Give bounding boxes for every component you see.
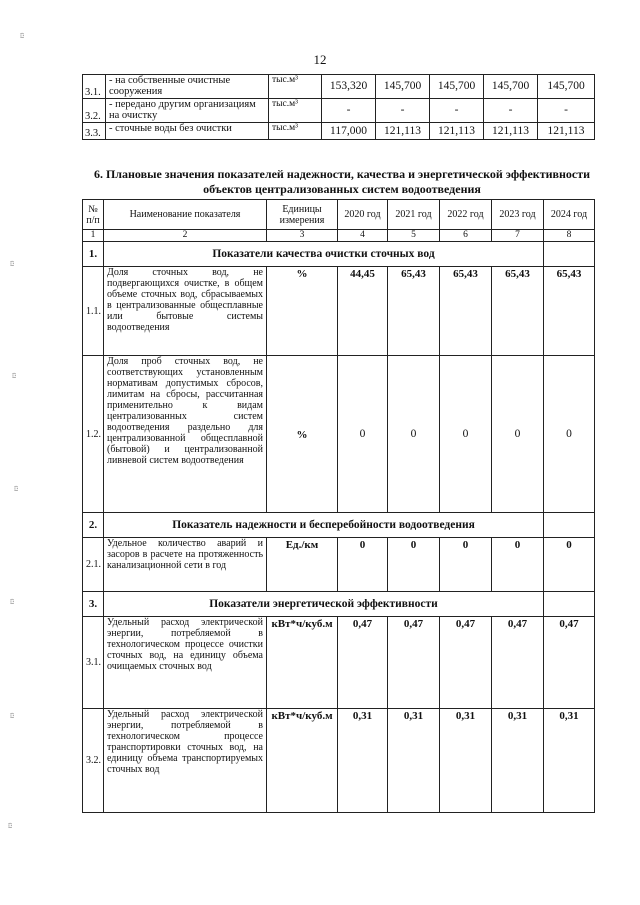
column-number: 1 (83, 230, 104, 242)
value-cell: 145,700 (538, 75, 595, 99)
value-cell: 0,47 (492, 617, 544, 709)
indicator-unit: Ед./км (267, 538, 338, 592)
indicator-unit: % (267, 267, 338, 356)
row-number: 3.2. (83, 709, 104, 813)
header-unit: Единицы измерения (267, 200, 338, 230)
row-number: 1.2. (83, 356, 104, 513)
value-cell: 0 (440, 356, 492, 513)
section-row (83, 592, 595, 617)
section-row (83, 242, 595, 267)
table-row (83, 99, 595, 123)
value-cell: - (322, 99, 376, 123)
scan-artifact: ⁞⁚⁝ (14, 485, 18, 493)
table-row (83, 356, 595, 513)
value-cell: 145,700 (430, 75, 484, 99)
row-number: 3.2. (83, 99, 106, 123)
value-cell: 121,113 (484, 123, 538, 140)
column-number: 7 (492, 230, 544, 242)
empty-cell (544, 513, 595, 538)
header-year: 2024 год (544, 200, 595, 230)
header-name: Наименование показателя (104, 200, 267, 230)
indicator-name: Доля сточных вод, не подвергающихся очистке, в общем объеме сточных вод, сбрасываемых в централизованные общесплавные или бытовые системы водоотведения (104, 267, 267, 356)
indicator-unit: тыс.м³ (269, 99, 322, 123)
section-number: 3. (83, 592, 104, 617)
header-num: № п/п (83, 200, 104, 230)
value-cell: 0 (388, 356, 440, 513)
indicator-name: - сточные воды без очистки (106, 123, 269, 140)
value-cell: 0 (492, 356, 544, 513)
value-cell: 121,113 (376, 123, 430, 140)
table-row (83, 617, 595, 709)
column-number: 4 (338, 230, 388, 242)
value-cell: 0,47 (440, 617, 492, 709)
value-cell: 65,43 (440, 267, 492, 356)
indicator-unit: кВт*ч/куб.м (267, 709, 338, 813)
value-cell: 0 (544, 356, 595, 513)
value-cell: 0,31 (388, 709, 440, 813)
section-title: 6. Плановые значения показателей надежности, качества и энергетической эффективности объектов централизованных систем водоотведения (93, 167, 591, 196)
section-number: 1. (83, 242, 104, 267)
value-cell: 153,320 (322, 75, 376, 99)
header-year: 2022 год (440, 200, 492, 230)
indicator-name: Удельный расход электрической энергии, потребляемой в технологическом процессе очистки сточных вод, на единицу объема очищаемых сточных вод (104, 617, 267, 709)
row-number: 1.1. (83, 267, 104, 356)
header-year: 2020 год (338, 200, 388, 230)
column-number: 2 (104, 230, 267, 242)
value-cell: 0 (492, 538, 544, 592)
indicator-unit: кВт*ч/куб.м (267, 617, 338, 709)
indicator-unit: % (267, 356, 338, 513)
row-number: 3.3. (83, 123, 106, 140)
value-cell: 0,31 (440, 709, 492, 813)
indicator-name: Удельный расход электрической энергии, потребляемой в технологическом процессе транспортировки сточных вод, на единицу объема транспортируемых сточных вод (104, 709, 267, 813)
column-number: 3 (267, 230, 338, 242)
header-year: 2023 год (492, 200, 544, 230)
row-number: 3.1. (83, 617, 104, 709)
value-cell: - (376, 99, 430, 123)
section-number: 2. (83, 513, 104, 538)
value-cell: 0,31 (338, 709, 388, 813)
value-cell: 65,43 (492, 267, 544, 356)
value-cell: 145,700 (484, 75, 538, 99)
header-year: 2021 год (388, 200, 440, 230)
indicator-name: - передано другим организациям на очистку (106, 99, 269, 123)
scan-artifact: ⁞⁚⁝ (10, 712, 14, 720)
value-cell: 0,47 (388, 617, 440, 709)
table-row (83, 75, 595, 99)
table-row (83, 267, 595, 356)
value-cell: 0 (338, 538, 388, 592)
value-cell: 44,45 (338, 267, 388, 356)
value-cell: 65,43 (544, 267, 595, 356)
value-cell: 0 (338, 356, 388, 513)
indicator-unit: тыс.м³ (269, 75, 322, 99)
value-cell: 0,47 (544, 617, 595, 709)
indicator-name: Удельное количество аварий и засоров в расчете на протяженность канализационной сети в год (104, 538, 267, 592)
section-heading: Показатель надежности и бесперебойности водоотведения (104, 513, 544, 538)
scan-artifact: ⁞⁚⁝ (10, 260, 14, 268)
indicators-table (82, 199, 595, 813)
table-row (83, 538, 595, 592)
value-cell: 121,113 (430, 123, 484, 140)
value-cell: 145,700 (376, 75, 430, 99)
value-cell: 65,43 (388, 267, 440, 356)
row-number: 2.1. (83, 538, 104, 592)
header-row (83, 200, 595, 230)
scan-artifact: ⁞⁚⁝ (12, 372, 16, 380)
section-row (83, 513, 595, 538)
value-cell: - (484, 99, 538, 123)
empty-cell (544, 242, 595, 267)
column-number: 5 (388, 230, 440, 242)
section-heading: Показатели качества очистки сточных вод (104, 242, 544, 267)
indicator-name: Доля проб сточных вод, не соответствующих установленным нормативам допустимых сбросов, лимитам на сбросы, рассчитанная применительно к видам централизованных систем водоотведения раздельно для централизованной общесплавной (бытовой) и централизованной ливневой систем водоотведения (104, 356, 267, 513)
indicator-unit: тыс.м³ (269, 123, 322, 140)
empty-cell (544, 592, 595, 617)
column-number: 8 (544, 230, 595, 242)
column-number-row (83, 230, 595, 242)
table-row (83, 123, 595, 140)
value-cell: 0,47 (338, 617, 388, 709)
row-number: 3.1. (83, 75, 106, 99)
column-number: 6 (440, 230, 492, 242)
table-row (83, 709, 595, 813)
section-heading: Показатели энергетической эффективности (104, 592, 544, 617)
value-cell: 0 (388, 538, 440, 592)
scan-artifact: ⁞⁚⁝ (8, 822, 12, 830)
value-cell: - (538, 99, 595, 123)
scan-artifact: ⁞⁚⁝ (10, 598, 14, 606)
continued-table (82, 74, 595, 140)
value-cell: - (430, 99, 484, 123)
indicator-name: - на собственные очистные сооружения (106, 75, 269, 99)
value-cell: 0 (544, 538, 595, 592)
value-cell: 117,000 (322, 123, 376, 140)
value-cell: 0,31 (544, 709, 595, 813)
value-cell: 0,31 (492, 709, 544, 813)
value-cell: 121,113 (538, 123, 595, 140)
value-cell: 0 (440, 538, 492, 592)
scan-artifact: ⁞⁚⁝ (20, 32, 24, 40)
page-number: 12 (313, 52, 327, 67)
